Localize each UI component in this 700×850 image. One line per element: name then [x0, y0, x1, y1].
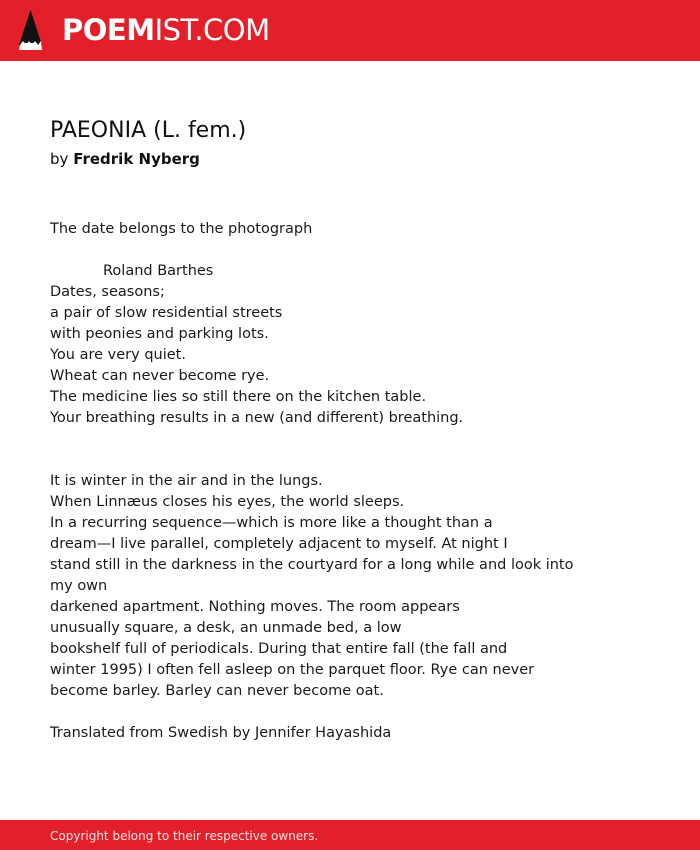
poem-line: winter 1995) I often fell asleep on the parquet floor. Rye can never: [50, 662, 535, 678]
poem-line: The date belongs to the photograph: [50, 221, 313, 237]
logo-bold-text: POEM: [62, 13, 155, 47]
site-footer: [0, 820, 700, 850]
poem-line: unusually square, a desk, an unmade bed, a low: [50, 620, 402, 636]
poem-line: darkened apartment. Nothing moves. The room appears: [50, 599, 460, 615]
poem-line: with peonies and parking lots.: [50, 326, 269, 342]
poem-line: When Linnæus closes his eyes, the world sleeps.: [50, 494, 405, 510]
poem-byline: [50, 149, 200, 169]
poem-body: [50, 219, 574, 744]
poem-line: become barley. Barley can never become oat.: [50, 683, 384, 699]
by-label: by: [50, 150, 69, 168]
stanza-break: [50, 450, 570, 471]
poem-line: a pair of slow residential streets: [50, 305, 283, 321]
poem-line-attribution: Roland Barthes: [103, 263, 214, 279]
translator-credit: Translated from Swedish by Jennifer Hayashida: [50, 725, 392, 741]
poem-line: stand still in the darkness in the courtyard for a long while and look into: [50, 557, 574, 573]
stanza-break: [50, 429, 570, 450]
poem-line: dream—I live parallel, completely adjacent to myself. At night I: [50, 536, 508, 552]
poem-title: PAEONIA (L. fem.): [50, 118, 247, 143]
pencil-tip-icon[interactable]: [18, 9, 43, 51]
copyright-notice: Copyright belong to their respective owners.: [50, 829, 319, 843]
poem-line: Your breathing results in a new (and different) breathing.: [50, 410, 464, 426]
poem-line: It is winter in the air and in the lungs.: [50, 473, 323, 489]
poem-line: my own: [50, 578, 108, 594]
site-logo[interactable]: [62, 11, 270, 49]
poem-author: Fredrik Nyberg: [73, 150, 200, 168]
poem-line: Dates, seasons;: [50, 284, 165, 300]
stanza-break: [50, 702, 570, 723]
poem-line: Wheat can never become rye.: [50, 368, 270, 384]
site-header: [0, 0, 700, 61]
poem-line: The medicine lies so still there on the kitchen table.: [50, 389, 427, 405]
logo-light-text: IST.COM: [154, 13, 270, 47]
poem-line: You are very quiet.: [50, 347, 186, 363]
stanza-break: [50, 240, 570, 261]
poem-line: bookshelf full of periodicals. During that entire fall (the fall and: [50, 641, 508, 657]
poem-line: In a recurring sequence—which is more like a thought than a: [50, 515, 493, 531]
